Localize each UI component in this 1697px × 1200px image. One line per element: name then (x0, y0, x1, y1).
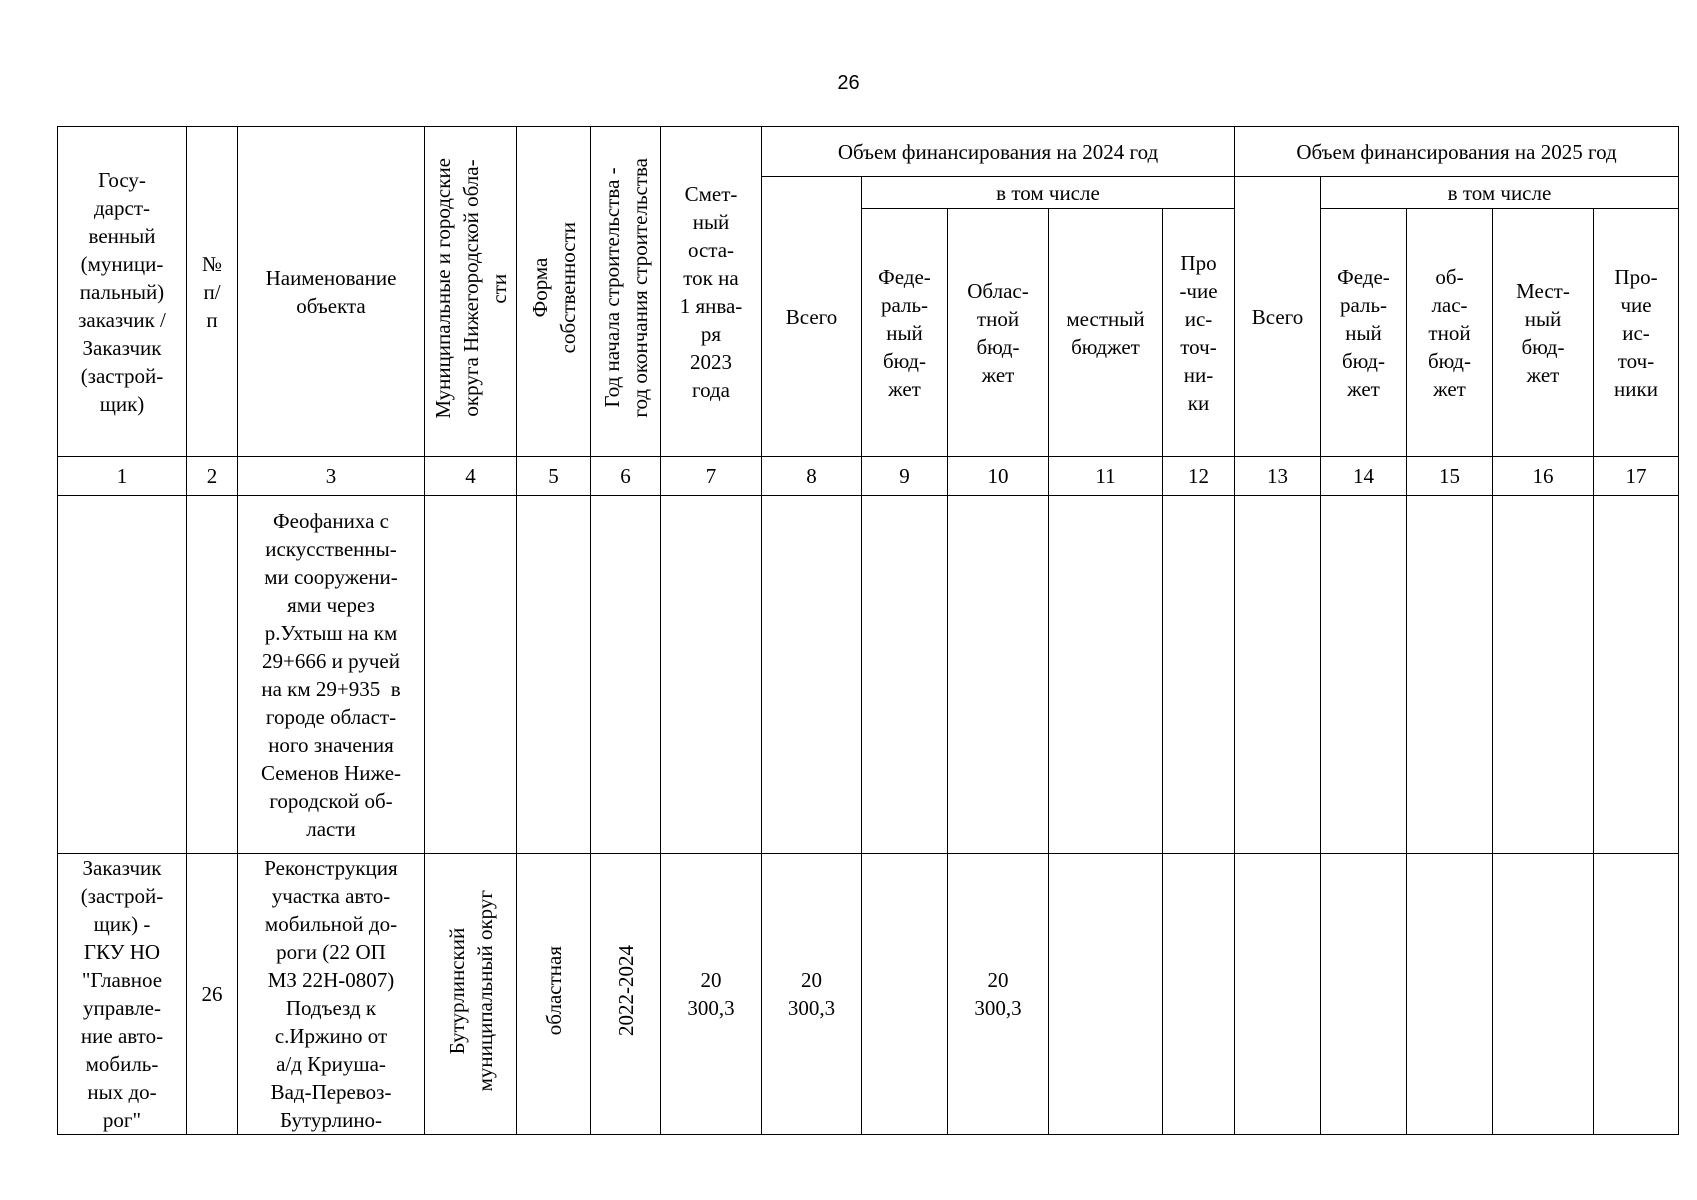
cell-ownership: областная (541, 945, 566, 1036)
col-number: 1 (58, 457, 187, 496)
cell-empty (762, 496, 862, 854)
table-row-26 (58, 854, 1679, 1135)
header-estimated-balance: Смет- ный оста- ток на 1 янва- ря 2023 года (661, 127, 762, 457)
header-federal-2024: Феде- раль- ный бюд- жет (862, 209, 948, 457)
cell-empty (1407, 496, 1493, 854)
header-municipality-cell (425, 127, 517, 457)
header-regional-2025: об- лас- тной бюд- жет (1407, 209, 1493, 457)
col-number: 13 (1235, 457, 1321, 496)
col-number: 16 (1493, 457, 1594, 496)
header-ownership-cell (517, 127, 591, 457)
cell-row-number: 26 (187, 854, 238, 1135)
cell-ownership-wrap (517, 854, 591, 1135)
cell-empty (187, 496, 238, 854)
header-row-number: № п/ п (187, 127, 238, 457)
cell-empty (425, 496, 517, 854)
header-other-2025: Про- чие ис- точ- ники (1594, 209, 1679, 457)
header-other-2024: Про -чие ис- точ- ни- ки (1163, 209, 1235, 457)
col-number: 5 (517, 457, 591, 496)
col-number: 11 (1049, 457, 1163, 496)
cell-empty (1493, 496, 1594, 854)
table-row-continuation (58, 496, 1679, 854)
col-number: 4 (425, 457, 517, 496)
col-number: 9 (862, 457, 948, 496)
cell-empty (58, 496, 187, 854)
cell-total-2025 (1235, 854, 1321, 1135)
cell-regional-2025 (1407, 854, 1493, 1135)
col-number: 12 (1163, 457, 1235, 496)
col-number: 7 (661, 457, 762, 496)
cell-empty (1049, 496, 1163, 854)
cell-empty (948, 496, 1049, 854)
cell-empty (517, 496, 591, 854)
cell-federal-2024 (862, 854, 948, 1135)
cell-object-name: Реконструкция участка авто- мобильной до- роги (22 ОП МЗ 22Н-0807) Подъезд к с.Иржино от а/д Криуша- Вад-Перевоз- Бутурлино- (238, 854, 425, 1135)
cell-empty (1321, 496, 1407, 854)
header-years-cell (591, 127, 661, 457)
cell-empty (1235, 496, 1321, 854)
cell-federal-2025 (1321, 854, 1407, 1135)
header-municipality: Муниципальные и городские округа Нижегородской обла- сти (430, 157, 511, 419)
header-total-2024: Всего (762, 177, 862, 457)
page-number: 26 (837, 72, 860, 94)
cell-construction-years: 2022-2024 (613, 945, 638, 1036)
header-construction-years: Год начала строительства - год окончания строительства (599, 158, 652, 418)
col-number: 3 (238, 457, 425, 496)
col-number: 6 (591, 457, 661, 496)
cell-empty (591, 496, 661, 854)
cell-local-2025 (1493, 854, 1594, 1135)
cell-empty (1594, 496, 1679, 854)
col-number: 14 (1321, 457, 1407, 496)
header-including-2024: в том числе (862, 177, 1235, 209)
header-customer: Госу- дарст- венный (муници- пальный) заказчик / Заказчик (застрой- щик) (58, 127, 187, 457)
cell-years-wrap (591, 854, 661, 1135)
header-local-2024: местный бюджет (1049, 209, 1163, 457)
cell-other-2025 (1594, 854, 1679, 1135)
cell-empty (1163, 496, 1235, 854)
header-including-2025: в том числе (1321, 177, 1679, 209)
cell-local-2024 (1049, 854, 1163, 1135)
header-regional-2024: Облас- тной бюд- жет (948, 209, 1049, 457)
cell-estimated-balance: 20 300,3 (661, 854, 762, 1135)
col-number: 2 (187, 457, 238, 496)
col-number: 15 (1407, 457, 1493, 496)
col-number: 10 (948, 457, 1049, 496)
col-number: 17 (1594, 457, 1679, 496)
header-federal-2025: Феде- раль- ный бюд- жет (1321, 209, 1407, 457)
cell-customer: Заказчик (застрой- щик) - ГКУ НО "Главное управле- ние авто- мобиль- ных до- рог" (58, 854, 187, 1135)
col-number: 8 (762, 457, 862, 496)
header-local-2025: Мест- ный бюд- жет (1493, 209, 1594, 457)
header-funding-2025: Объем финансирования на 2025 год (1235, 127, 1679, 177)
cell-total-2024: 20 300,3 (762, 854, 862, 1135)
cell-regional-2024: 20 300,3 (948, 854, 1049, 1135)
cell-object-name-continuation: Феофаниха с искусственны- ми сооружени- ями через р.Ухтыш на км 29+666 и ручей на км 29+935 в городе област- ного значения Семенов Ниже- городской об- ласти (238, 496, 425, 854)
header-object-name: Наименование объекта (238, 127, 425, 457)
cell-municipality-wrap (425, 854, 517, 1135)
cell-other-2024 (1163, 854, 1235, 1135)
investment-program-table (57, 126, 1679, 1135)
cell-empty (862, 496, 948, 854)
cell-municipality: Бутурлинский муниципальный округ (444, 889, 497, 1092)
header-funding-2024: Объем финансирования на 2024 год (762, 127, 1235, 177)
header-ownership: Форма собственности (527, 222, 580, 354)
header-total-2025: Всего (1235, 177, 1321, 457)
cell-empty (661, 496, 762, 854)
